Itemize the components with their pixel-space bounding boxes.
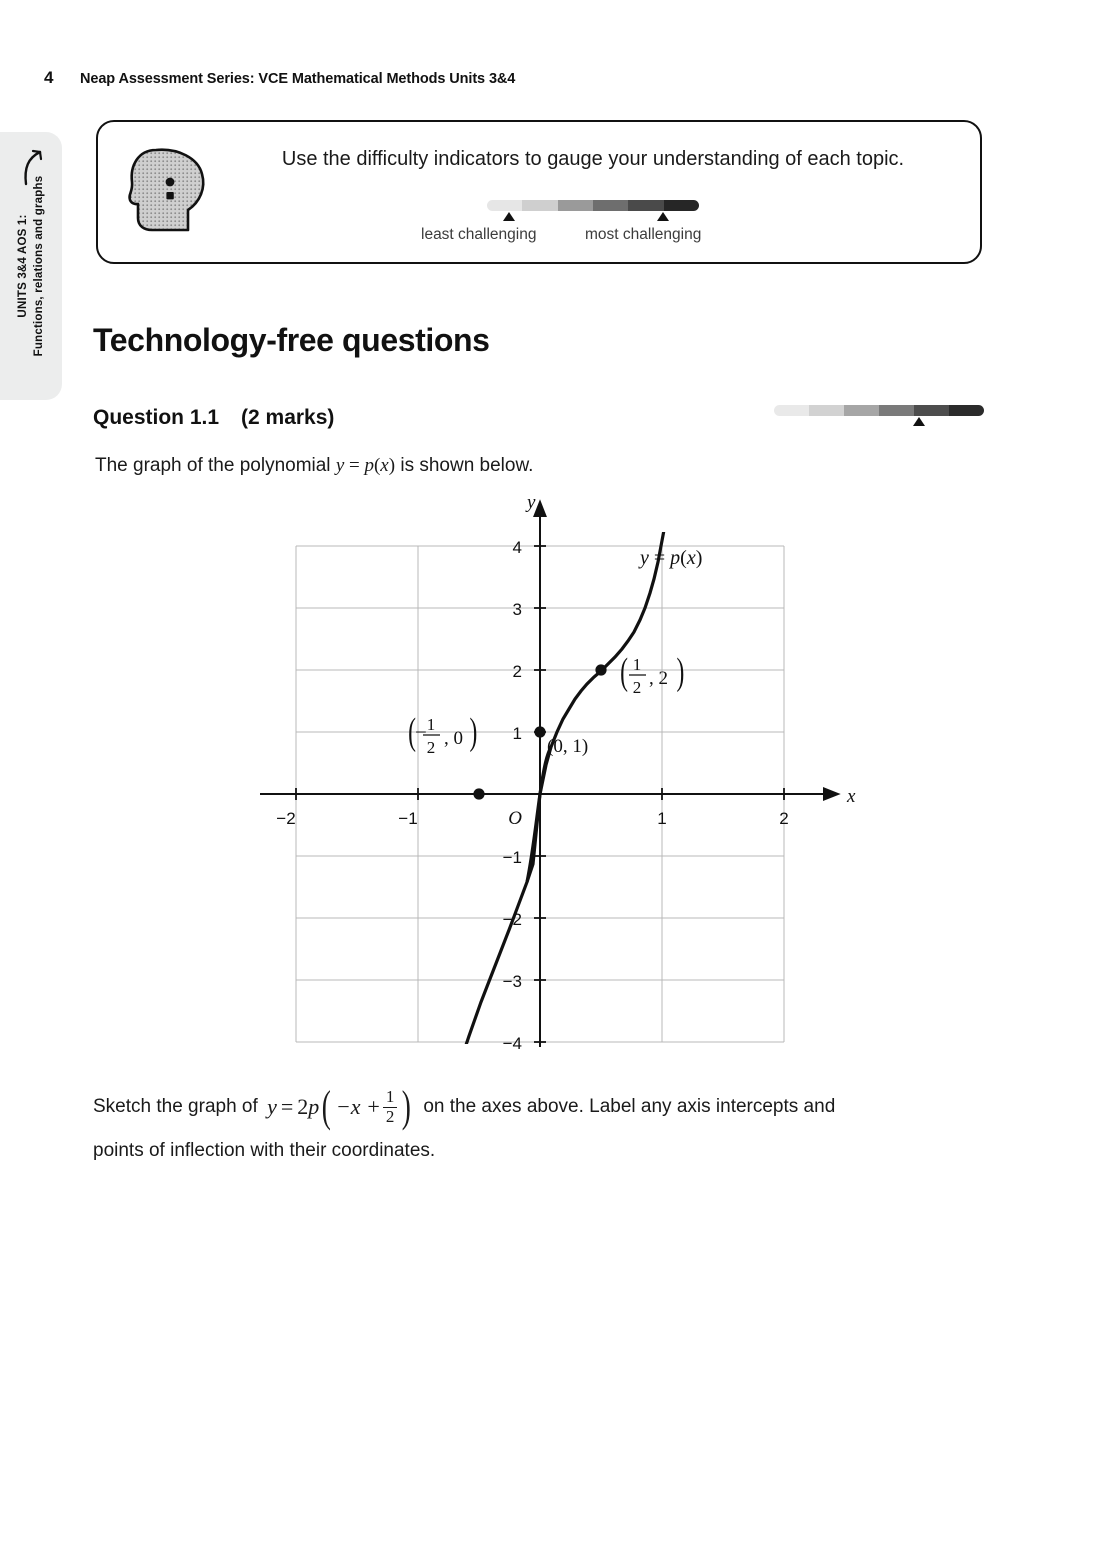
svg-text:2: 2 bbox=[426, 738, 436, 757]
question-header bbox=[93, 406, 334, 430]
formula-inner-term: −x + bbox=[335, 1094, 381, 1119]
scale-segment bbox=[628, 200, 663, 211]
question-intro-text bbox=[95, 455, 533, 477]
fraction-denominator: 2 bbox=[383, 1107, 398, 1126]
scale-segment bbox=[774, 405, 809, 416]
graph-figure bbox=[250, 492, 870, 1062]
scale-segment bbox=[949, 405, 984, 416]
svg-text:1: 1 bbox=[632, 655, 642, 674]
svg-text:): ) bbox=[469, 710, 478, 753]
difficulty-scale-bar bbox=[487, 200, 699, 211]
tick-labels bbox=[276, 538, 788, 1053]
running-head-title: Neap Assessment Series: VCE Mathematical Methods Units 3&4 bbox=[80, 71, 516, 87]
instruction-middle: on the axes above. Label any axis intercepts and bbox=[423, 1096, 836, 1118]
instruction-end: points of inflection with their coordinates. bbox=[93, 1140, 436, 1162]
scale-segment bbox=[664, 200, 699, 211]
scale-segment bbox=[844, 405, 879, 416]
point-half-two bbox=[595, 664, 606, 675]
difficulty-marker bbox=[913, 417, 925, 426]
x-axis-label: x bbox=[847, 786, 856, 807]
scale-segment bbox=[809, 405, 844, 416]
difficulty-callout-box bbox=[96, 120, 982, 264]
page-title: Technology-free questions bbox=[93, 322, 490, 358]
scale-segment bbox=[487, 200, 522, 211]
most-challenging-marker bbox=[657, 212, 669, 221]
annotation-y-intercept: (0, 1) bbox=[547, 736, 589, 757]
intro-paren-close: ) bbox=[388, 455, 396, 476]
side-tab-line-1: UNITS 3&4 AOS 1: bbox=[17, 214, 29, 318]
scale-labels bbox=[413, 226, 773, 248]
intro-paren-open: ( bbox=[373, 455, 381, 476]
formula-paren-open: ( bbox=[322, 1082, 332, 1132]
scale-segment bbox=[522, 200, 557, 211]
intro-math-y: y bbox=[335, 455, 345, 476]
svg-text:2: 2 bbox=[632, 678, 642, 697]
fraction-numerator: 1 bbox=[385, 1087, 395, 1107]
xtick-label: −1 bbox=[398, 809, 418, 828]
formula-fraction bbox=[383, 1088, 398, 1126]
axes bbox=[260, 502, 838, 1047]
annotation-point-half-two bbox=[620, 650, 684, 697]
intro-math-x: x bbox=[380, 455, 389, 476]
scale-segment bbox=[558, 200, 593, 211]
scale-segment bbox=[914, 405, 949, 416]
question-difficulty-indicator bbox=[774, 405, 984, 430]
ytick-label: −3 bbox=[502, 972, 522, 991]
intro-prefix: The graph of the polynomial bbox=[95, 455, 336, 476]
side-tab bbox=[0, 132, 62, 400]
ytick-label: −4 bbox=[502, 1034, 522, 1053]
axis-labels bbox=[525, 492, 856, 807]
formula-two: 2 bbox=[297, 1094, 309, 1119]
xtick-label: 2 bbox=[779, 809, 789, 828]
formula-p: p bbox=[308, 1094, 320, 1119]
instruction-formula bbox=[267, 1082, 414, 1132]
svg-text:, 0: , 0 bbox=[444, 728, 463, 749]
ytick-label: −1 bbox=[502, 848, 522, 867]
scale-segment bbox=[593, 200, 628, 211]
difficulty-scale-bar bbox=[774, 405, 984, 416]
ytick-label: 2 bbox=[512, 662, 522, 681]
point-x-intercept bbox=[473, 788, 484, 799]
page-header bbox=[44, 68, 515, 88]
least-challenging-marker bbox=[503, 212, 515, 221]
origin-label: O bbox=[508, 808, 522, 829]
scale-markers bbox=[487, 211, 699, 225]
instruction-prefix: Sketch the graph of bbox=[93, 1096, 258, 1118]
swoosh-icon bbox=[18, 148, 46, 188]
svg-text:): ) bbox=[676, 650, 685, 693]
callout-difficulty-scale bbox=[218, 200, 968, 248]
question-instruction bbox=[93, 1082, 973, 1173]
ytick-label: 3 bbox=[512, 600, 522, 619]
intro-math-p: p bbox=[364, 455, 374, 476]
formula-y: y bbox=[267, 1094, 277, 1119]
svg-text:−: − bbox=[415, 720, 427, 744]
page-number: 4 bbox=[44, 68, 54, 87]
xtick-label: 1 bbox=[657, 809, 667, 828]
svg-text:y = p(x): y = p(x) bbox=[640, 547, 703, 569]
scale-markers bbox=[774, 416, 984, 430]
formula-eq: = bbox=[280, 1094, 294, 1119]
ytick-label: 4 bbox=[512, 538, 522, 557]
head-exclamation-icon bbox=[126, 144, 212, 236]
y-axis-label: y bbox=[527, 492, 536, 513]
point-y-intercept bbox=[534, 726, 545, 737]
callout-text: Use the difficulty indicators to gauge your understanding of each topic. bbox=[281, 148, 905, 170]
polynomial-graph-svg bbox=[250, 492, 870, 1062]
ytick-label: −2 bbox=[502, 910, 522, 929]
intro-suffix: is shown below. bbox=[395, 455, 534, 476]
question-marks: (2 marks) bbox=[241, 406, 335, 429]
side-tab-line-2: Functions, relations and graphs bbox=[33, 175, 45, 357]
xtick-label: −2 bbox=[276, 809, 296, 828]
least-challenging-label: least challenging bbox=[421, 226, 537, 243]
curve-label bbox=[638, 547, 702, 569]
intro-math-eq: = bbox=[344, 455, 365, 476]
svg-text:(: ( bbox=[408, 710, 416, 753]
most-challenging-label: most challenging bbox=[585, 226, 702, 243]
formula-paren-close: ) bbox=[402, 1082, 412, 1132]
question-number: Question 1.1 bbox=[93, 406, 220, 429]
ytick-label: 1 bbox=[512, 724, 522, 743]
svg-text:(: ( bbox=[620, 650, 628, 693]
svg-text:, 2: , 2 bbox=[649, 668, 668, 689]
svg-text:1: 1 bbox=[426, 715, 436, 734]
scale-segment bbox=[879, 405, 914, 416]
